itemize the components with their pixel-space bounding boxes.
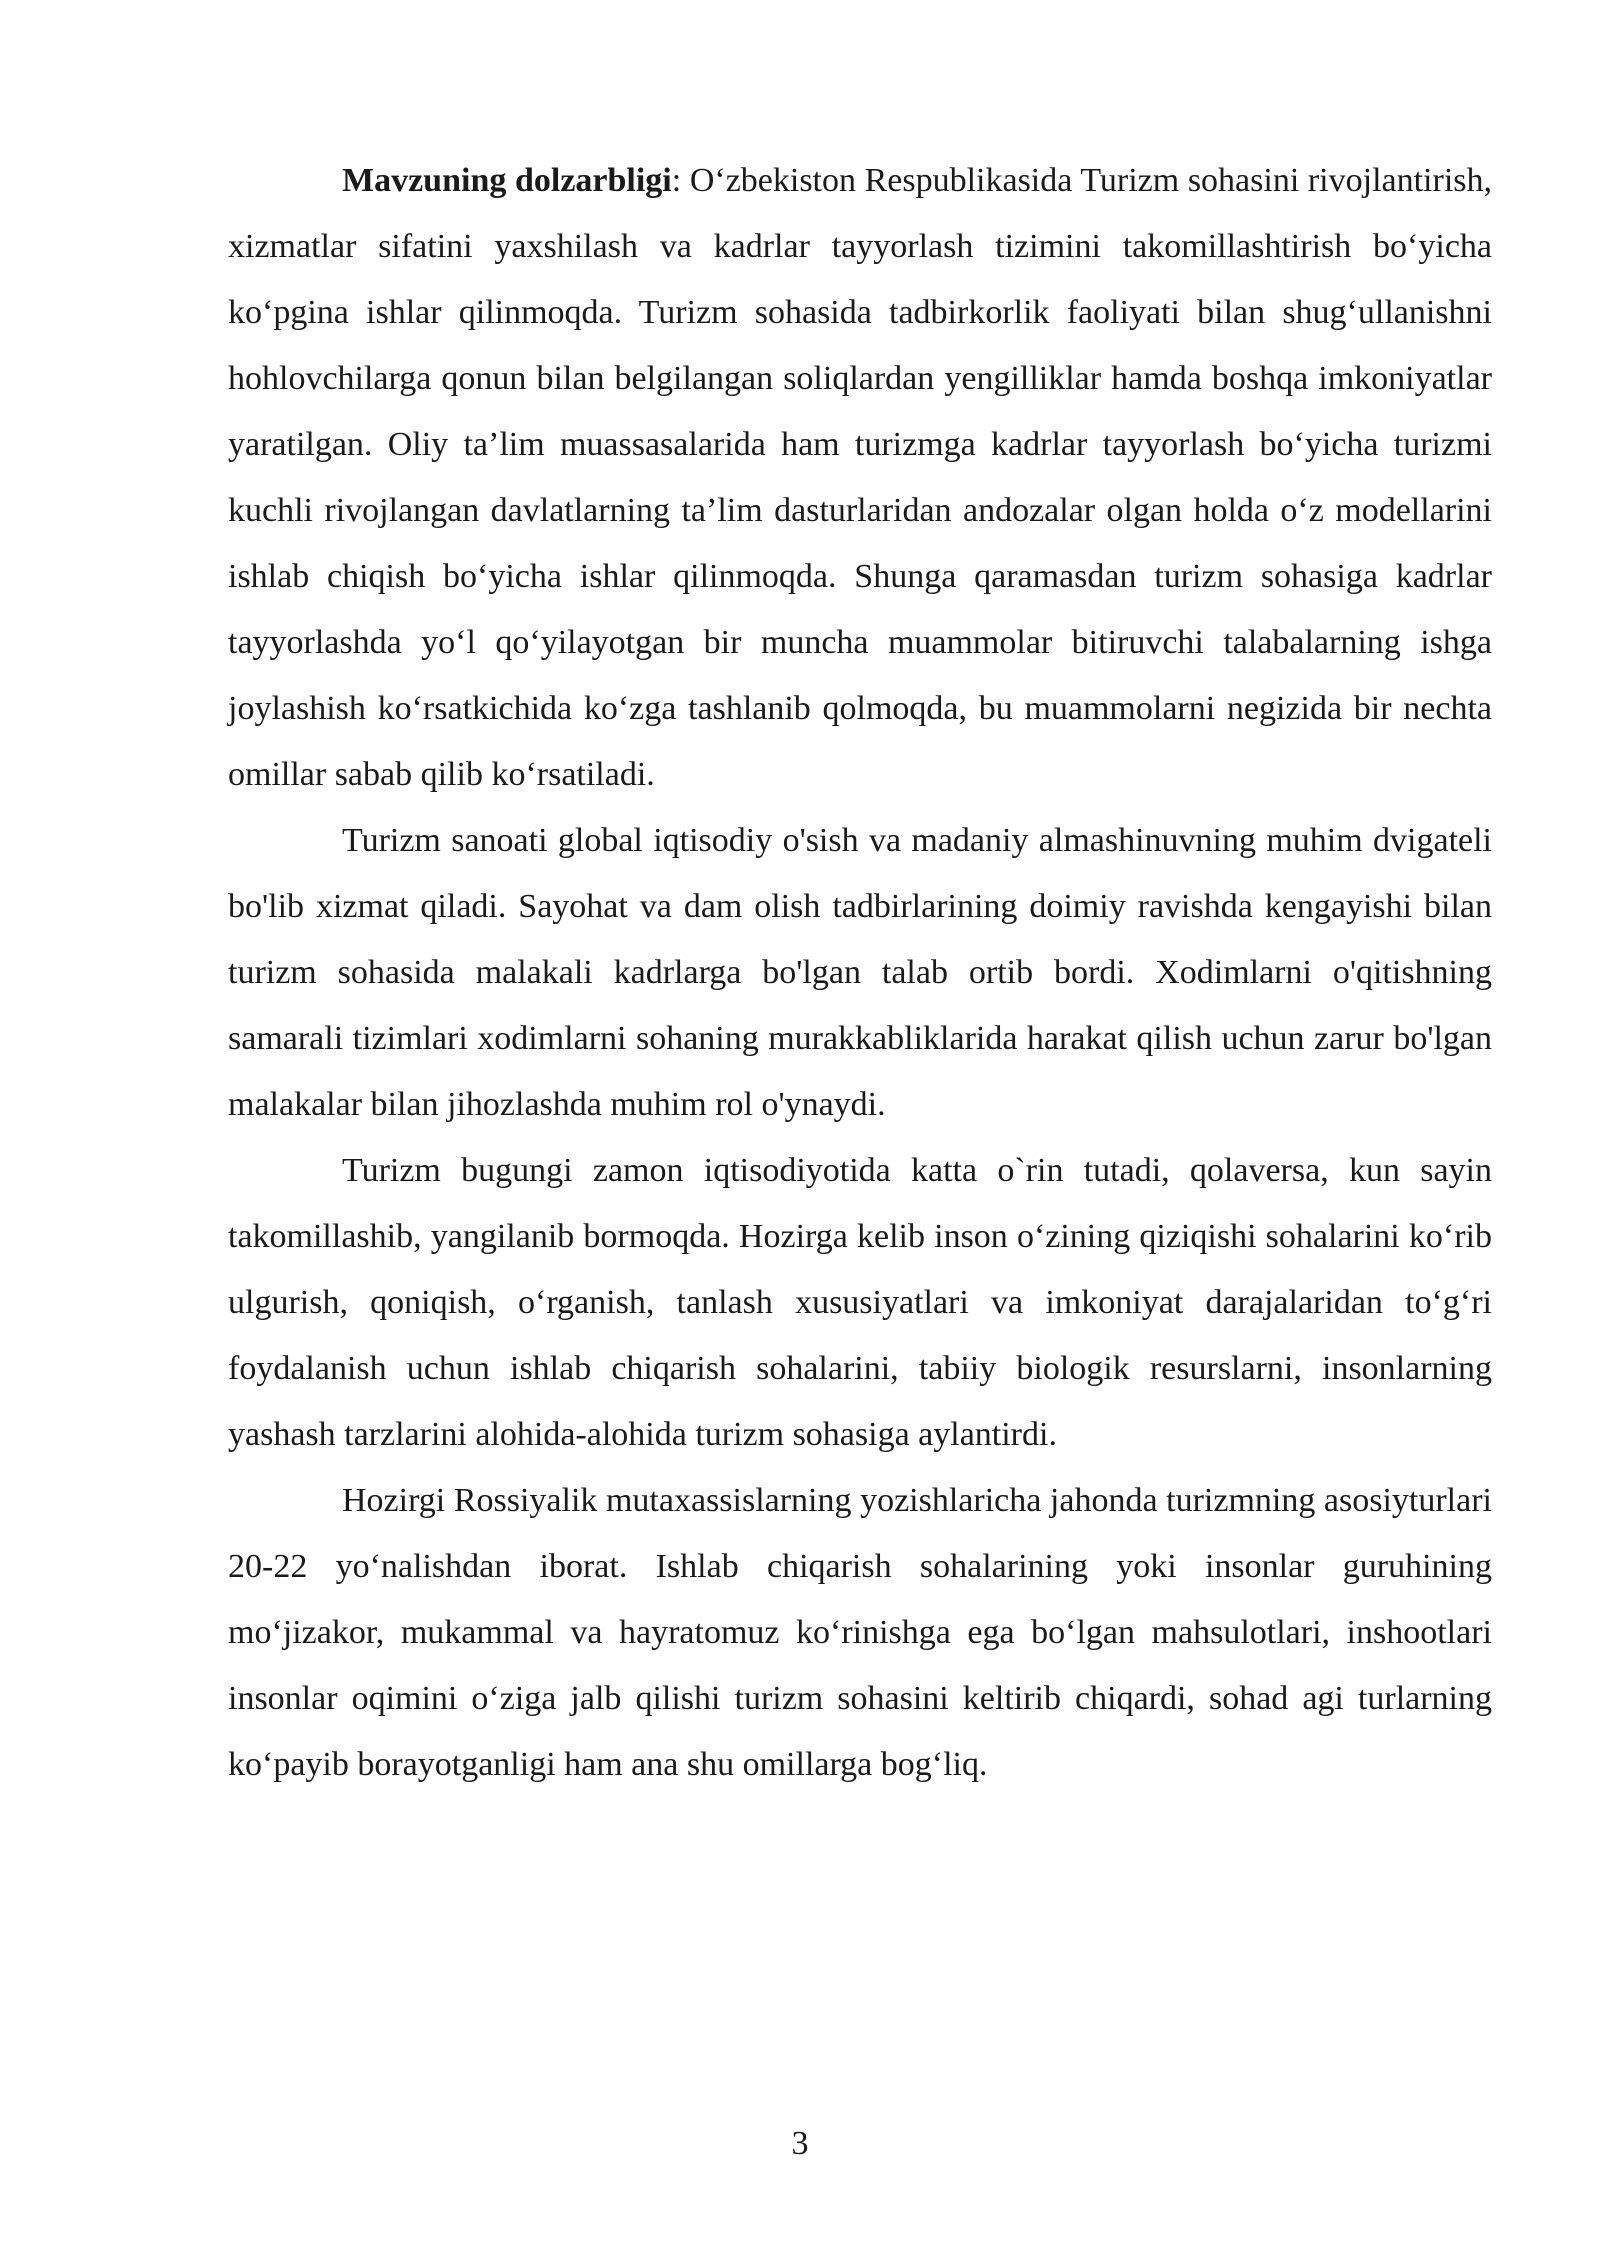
paragraph-text: Hozirgi Rossiyalik mutaxassislarning yozishlaricha jahonda turizmning asosiyturlari 20-22 yo‘nalishdan iborat. Ishlab chiqarish sohalarining yoki insonlar guruhining mo‘jizakor, mukammal va hayratomuz ko‘rinishga ega bo‘lgan mahsulotlari, inshootlari insonlar oqimini o‘ziga jalb qilishi turizm sohasini keltirib chiqardi, sohad agi turlarning ko‘payib borayotganligi ham ana shu omillarga bog‘liq. xyxy=(228,1482,1492,1783)
paragraph-modern-economy xyxy=(228,1138,1492,1468)
lead-term-separator: : xyxy=(671,162,690,199)
paragraph-text: O‘zbekiston Respublikasida Turizm sohasini rivojlantirish, xizmatlar sifatini yaxshilash va kadrlar tayyorlash tizimini takomillashtirish bo‘yicha ko‘pgina ishlar qilinmoqda. Turizm sohasida tadbirkorlik faoliyati bilan shug‘ullanishni hohlovchilarga qonun bilan belgilangan soliqlardan yengilliklar hamda boshqa imkoniyatlar yaratilgan. Oliy ta’lim muassasalarida ham turizmga kadrlar tayyorlash bo‘yicha turizmi kuchli rivojlangan davlatlarning ta’lim dasturlaridan andozalar olgan holda o‘z modellarini ishlab chiqish bo‘yicha ishlar qilinmoqda. Shunga qaramasdan turizm sohasiga kadrlar tayyorlashda yo‘l qo‘yilayotgan bir muncha muammolar bitiruvchi talabalarning ishga joylashish ko‘rsatkichida ko‘zga tashlanib qolmoqda, bu muammolarni negizida bir nechta omillar sabab qilib ko‘rsatiladi. xyxy=(228,162,1493,793)
body-text xyxy=(228,148,1492,1798)
page-number: 3 xyxy=(791,2125,809,2162)
paragraph-text: Turizm sanoati global iqtisodiy o'sish va madaniy almashinuvning muhim dvigateli bo'lib xizmat qiladi. Sayohat va dam olish tadbirlarining doimiy ravishda kengayishi bilan turizm sohasida malakali kadrlarga bo'lgan talab ortib bordi. Xodimlarni o'qitishning samarali tizimlari xodimlarni sohaning murakkabliklarida harakat qilish uchun zarur bo'lgan malakalar bilan jihozlashda muhim rol o'ynaydi. xyxy=(228,822,1492,1123)
paragraph-tourism-types xyxy=(228,1468,1492,1798)
paragraph-relevance xyxy=(228,148,1492,808)
paragraph-text: Turizm bugungi zamon iqtisodiyotida katta o`rin tutadi, qolaversa, kun sayin takomillashib, yangilanib bormoqda. Hozirga kelib inson o‘zining qiziqishi sohalarini ko‘rib ulgurish, qoniqish, o‘rganish, tanlash xususiyatlari va imkoniyat darajalaridan to‘g‘ri foydalanish uchun ishlab chiqarish sohalarini, tabiiy biologik resurslarni, insonlarning yashash tarzlarini alohida-alohida turizm sohasiga aylantirdi. xyxy=(228,1152,1492,1453)
paragraph-tourism-industry xyxy=(228,808,1492,1138)
lead-term-heading: Mavzuning dolzarbligi xyxy=(342,162,672,199)
